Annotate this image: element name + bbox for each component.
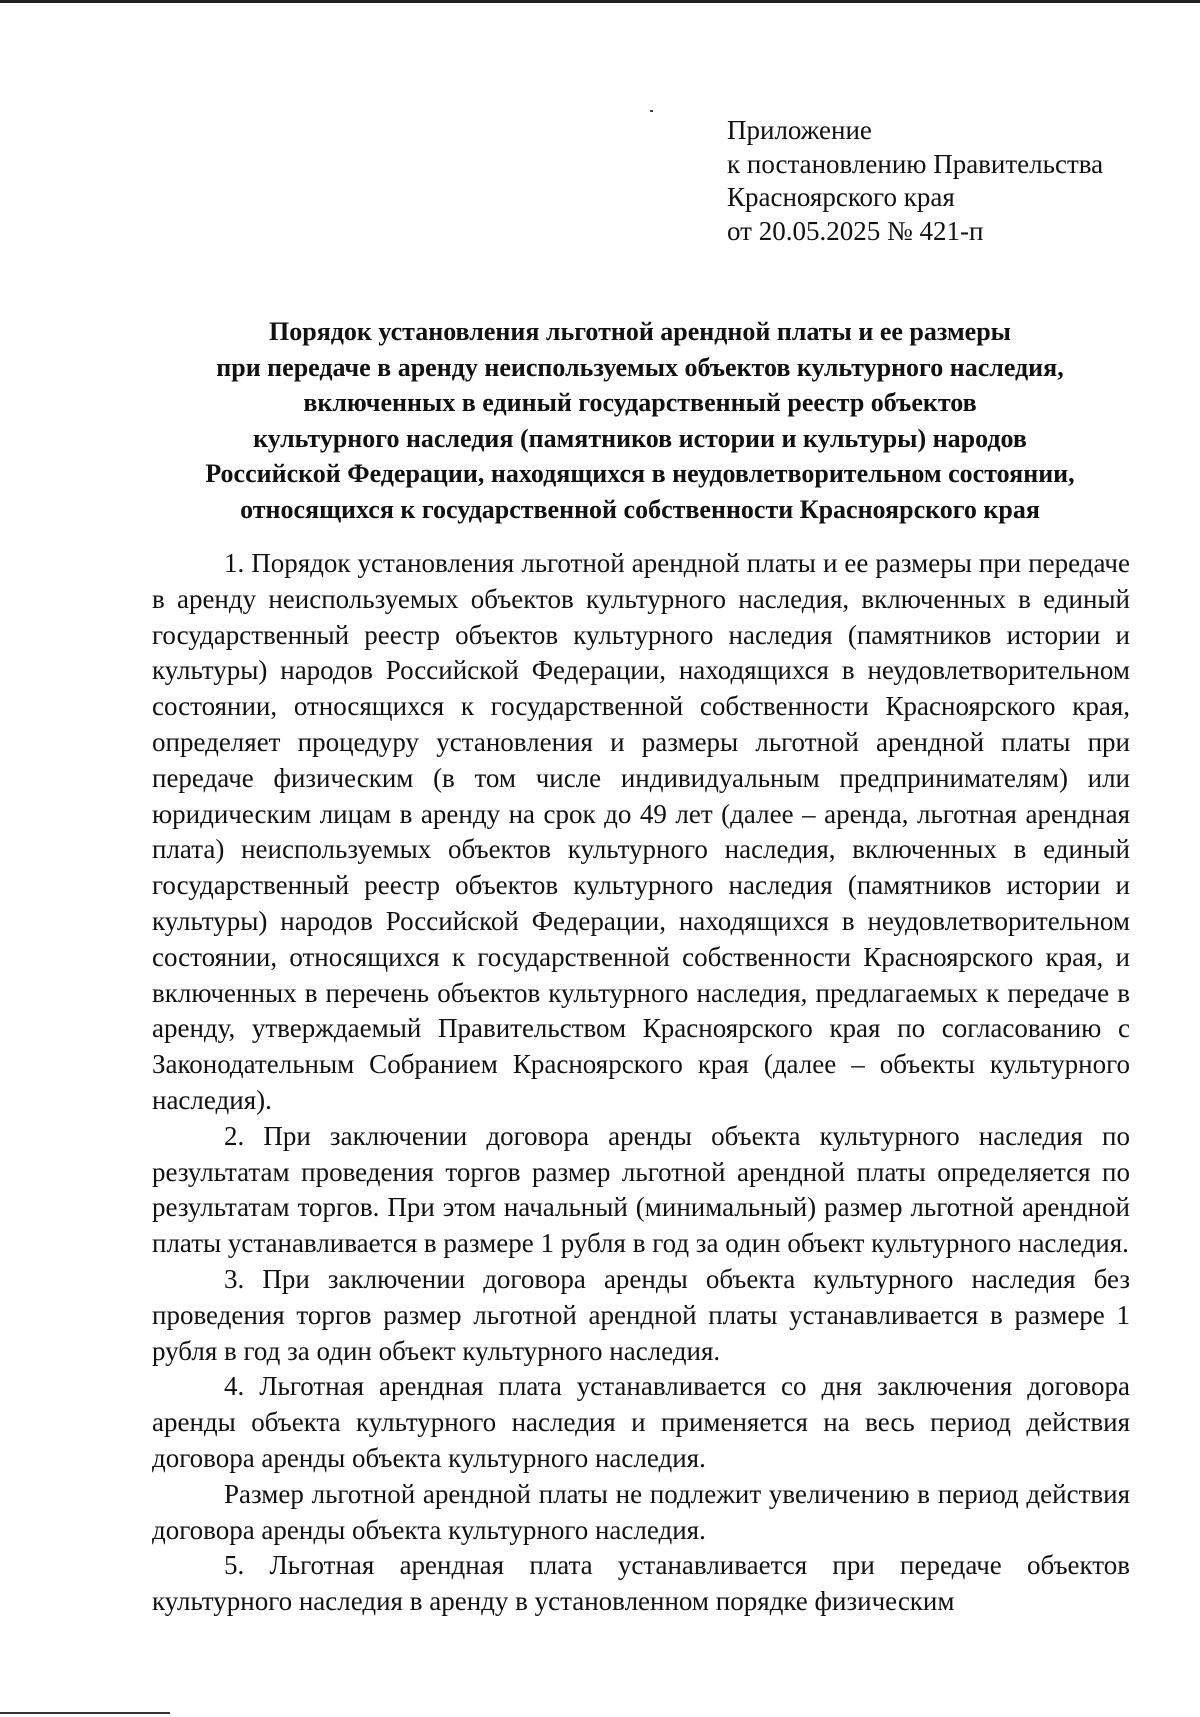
scan-border-top — [0, 0, 1200, 3]
scan-speck — [650, 110, 653, 112]
appendix-header — [727, 114, 1103, 248]
appendix-date-number: от 20.05.2025 № 421-п — [727, 215, 984, 246]
paragraph-2: 2. При заключении договора аренды объекта культурного наследия по результатам проведения торгов размер льготной арендной платы определяется по результатам торгов. При этом начальный (минимальный) размер льготной арендной платы устанавливается в размере 1 рубля в год за один объект культурного наследия. — [152, 1120, 1130, 1259]
paragraph-5: 5. Льготная арендная плата устанавливается при передаче объектов культурного наследия в аренду в установленном порядке физическим — [152, 1550, 1130, 1617]
paragraph-1: 1. Порядок установления льготной арендной платы и ее размеры при передаче в аренду неиспользуемых объектов культурного наследия, включенных в единый государственный реестр объектов культурного наследия (памятников истории и культуры) народов Российской Федерации, находящихся в неудовлетворительном состоянии, относящихся к государственной собственности Красноярского края, определяет процедуру установления и размеры льготной арендной платы при передаче физическим (в том числе индивидуальным предпринимателям) или юридическим лицам в аренду на срок до 49 лет (далее – аренда, льготная арендная плата) неиспользуемых объектов культурного наследия, включенных в единый государственный реестр объектов культурного наследия (памятников истории и культуры) народов Российской Федерации, находящихся в неудовлетворительном состоянии, относящихся к государственной собственности Красноярского края, и включенных в перечень объектов культурного наследия, предлагаемых к передаче в аренду, утверждаемый Правительством Красноярского края по согласованию с Законодательным Собранием Красноярского края (далее – объекты культурного наследия). — [152, 548, 1130, 1115]
title-line: Порядок установления льготной арендной платы и ее размеры — [269, 317, 1011, 346]
document-body — [152, 546, 1130, 1620]
title-line: культурного наследия (памятников истории и культуры) народов — [253, 423, 1027, 453]
appendix-line: к постановлению Правительства — [727, 148, 1104, 179]
title-line: относящихся к государственной собственности Красноярского края — [240, 494, 1040, 524]
paragraph-3: 3. При заключении договора аренды объекта культурного наследия без проведения торгов размер льготной арендной платы устанавливается в размере 1 рубля в год за один объект культурного наследия. — [152, 1263, 1130, 1366]
title-line: Российской Федерации, находящихся в неудовлетворительном состоянии, — [205, 459, 1075, 488]
title-line: при передаче в аренду неиспользуемых объектов культурного наследия, — [216, 352, 1064, 382]
scan-border-bottom — [0, 1712, 170, 1714]
document-title — [150, 314, 1130, 527]
appendix-line: Красноярского края — [727, 182, 955, 212]
title-line: включенных в единый государственный реестр объектов — [303, 388, 977, 417]
paragraph-4: 4. Льготная арендная плата устанавливается со дня заключения договора аренды объекта культурного наследия и применяется на весь период действия договора аренды объекта культурного наследия. — [152, 1371, 1130, 1473]
paragraph-4-continuation: Размер льготной арендной платы не подлежит увеличению в период действия договора аренды объекта культурного наследия. — [152, 1478, 1130, 1545]
appendix-line: Приложение — [727, 115, 872, 145]
